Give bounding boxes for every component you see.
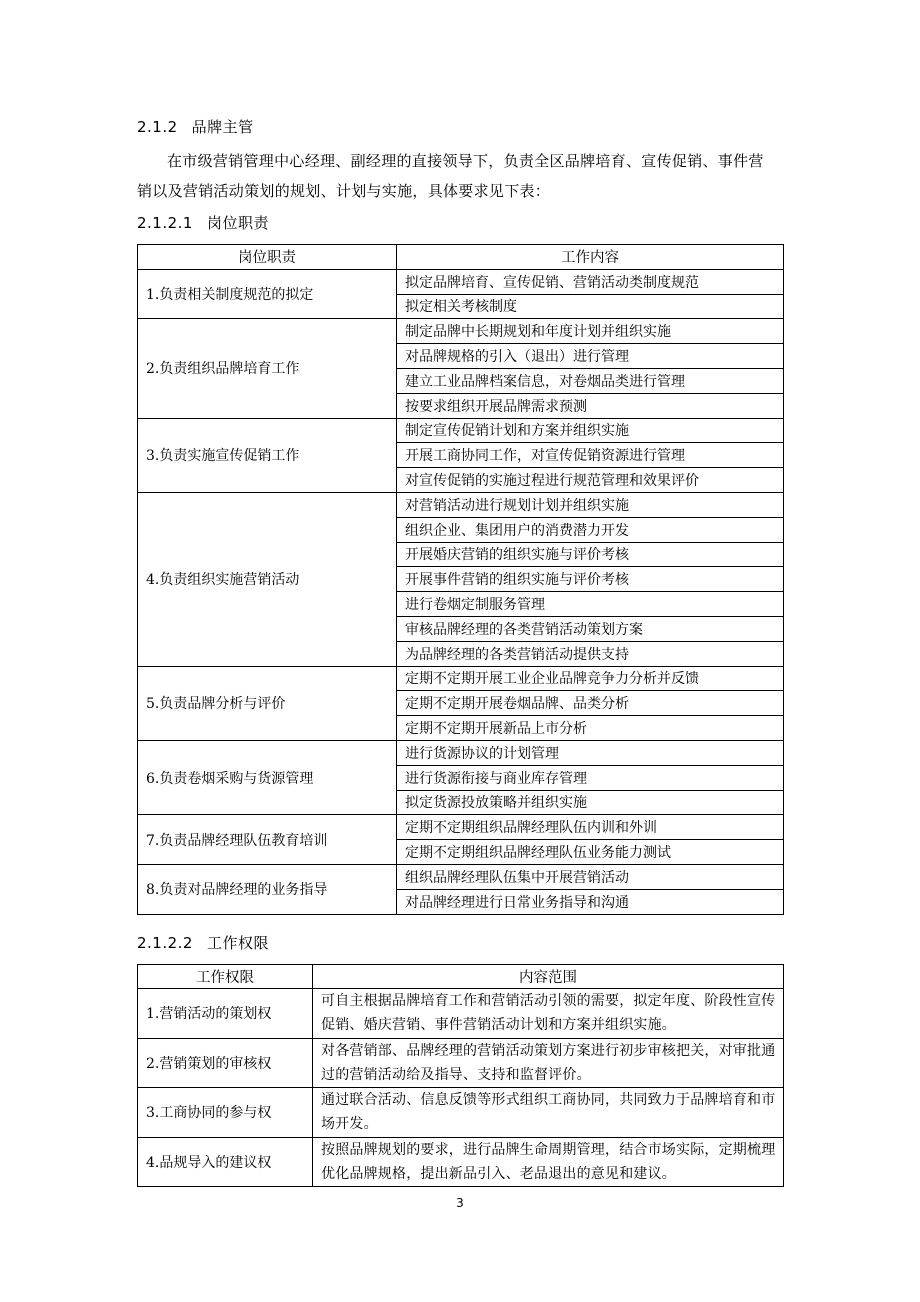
section-number: 2.1.2 [137, 118, 178, 136]
intro-paragraph: 在市级营销管理中心经理、副经理的直接领导下，负责全区品牌培育、宣传促销、事件营销以及营销活动策划的规划、计划与实施，具体要求见下表： [137, 152, 764, 200]
table-row [138, 1088, 784, 1138]
duties-title: 岗位职责 [206, 214, 269, 232]
table-row [138, 418, 784, 443]
duty-item-cell: 拟定相关考核制度 [397, 294, 784, 319]
duty-item-cell: 制定品牌中长期规划和年度计划并组织实施 [397, 319, 784, 344]
duty-item-cell: 开展工商协同工作，对宣传促销资源进行管理 [397, 443, 784, 468]
table-row [138, 1038, 784, 1088]
duties-header-cell: 工作内容 [397, 245, 784, 270]
authority-content-cell: 对各营销部、品牌经理的营销活动策划方案进行初步审核把关，对审批通过的营销活动给及指导、支持和监督评价。 [313, 1038, 784, 1088]
page-number: 3 [456, 1196, 464, 1210]
duties-header-cell: 岗位职责 [138, 245, 397, 270]
duty-cell: 2.负责组织品牌培育工作 [138, 319, 397, 418]
duty-cell: 7.负责品牌经理队伍教育培训 [138, 815, 397, 865]
table-row [138, 269, 784, 294]
duty-item-cell: 按要求组织开展品牌需求预测 [397, 393, 784, 418]
duty-cell: 8.负责对品牌经理的业务指导 [138, 864, 397, 914]
duties-table [137, 244, 784, 915]
duty-item-cell: 建立工业品牌档案信息，对卷烟品类进行管理 [397, 368, 784, 393]
duty-cell: 5.负责品牌分析与评价 [138, 666, 397, 740]
table-row [138, 740, 784, 765]
authority-table [137, 964, 784, 1187]
duty-cell: 4.负责组织实施营销活动 [138, 492, 397, 666]
authority-name-cell: 1.营销活动的策划权 [138, 989, 313, 1039]
authority-name-cell: 4.品规导入的建议权 [138, 1137, 313, 1187]
duty-item-cell: 制定宣传促销计划和方案并组织实施 [397, 418, 784, 443]
duty-item-cell: 定期不定期开展卷烟品牌、品类分析 [397, 691, 784, 716]
duty-item-cell: 对营销活动进行规划计划并组织实施 [397, 492, 784, 517]
duty-item-cell: 开展婚庆营销的组织实施与评价考核 [397, 542, 784, 567]
duty-item-cell: 定期不定期开展工业企业品牌竞争力分析并反馈 [397, 666, 784, 691]
duty-item-cell: 对宣传促销的实施过程进行规范管理和效果评价 [397, 468, 784, 493]
duty-item-cell: 为品牌经理的各类营销活动提供支持 [397, 641, 784, 666]
duties-heading [137, 212, 269, 233]
duty-cell: 1.负责相关制度规范的拟定 [138, 269, 397, 319]
table-row [138, 666, 784, 691]
table-row [138, 815, 784, 840]
duties-header-row [138, 245, 784, 270]
authority-name-cell: 3.工商协同的参与权 [138, 1088, 313, 1138]
duty-item-cell: 拟定货源投放策略并组织实施 [397, 790, 784, 815]
duty-cell: 3.负责实施宣传促销工作 [138, 418, 397, 492]
duty-item-cell: 审核品牌经理的各类营销活动策划方案 [397, 616, 784, 641]
authority-number: 2.1.2.2 [137, 934, 193, 952]
table-row [138, 1137, 784, 1187]
authority-heading [137, 932, 269, 953]
authority-name-cell: 2.营销策划的审核权 [138, 1038, 313, 1088]
duty-item-cell: 定期不定期组织品牌经理队伍内训和外训 [397, 815, 784, 840]
authority-content-cell: 通过联合活动、信息反馈等形式组织工商协同，共同致力于品牌培育和市场开发。 [313, 1088, 784, 1138]
duty-item-cell: 组织品牌经理队伍集中开展营销活动 [397, 864, 784, 889]
authority-header-cell: 工作权限 [138, 965, 313, 989]
section-heading [137, 116, 254, 137]
table-row [138, 492, 784, 517]
authority-content-cell: 可自主根据品牌培育工作和营销活动引领的需要，拟定年度、阶段性宣传促销、婚庆营销、事件营销活动计划和方案并组织实施。 [313, 989, 784, 1039]
duty-item-cell: 拟定品牌培育、宣传促销、营销活动类制度规范 [397, 269, 784, 294]
duty-item-cell: 开展事件营销的组织实施与评价考核 [397, 567, 784, 592]
authority-title: 工作权限 [206, 934, 269, 952]
duty-item-cell: 进行卷烟定制服务管理 [397, 592, 784, 617]
authority-content-cell: 按照品牌规划的要求，进行品牌生命周期管理，结合市场实际，定期梳理优化品牌规格，提出新品引入、老品退出的意见和建议。 [313, 1137, 784, 1187]
duty-item-cell: 定期不定期组织品牌经理队伍业务能力测试 [397, 840, 784, 865]
table-row [138, 319, 784, 344]
duty-cell: 6.负责卷烟采购与货源管理 [138, 740, 397, 814]
duty-item-cell: 组织企业、集团用户的消费潜力开发 [397, 517, 784, 542]
duties-number: 2.1.2.1 [137, 214, 193, 232]
duty-item-cell: 进行货源协议的计划管理 [397, 740, 784, 765]
table-row [138, 989, 784, 1039]
table-row [138, 864, 784, 889]
section-title: 品牌主管 [191, 118, 254, 136]
duty-item-cell: 对品牌规格的引入（退出）进行管理 [397, 344, 784, 369]
duty-item-cell: 定期不定期开展新品上市分析 [397, 716, 784, 741]
authority-header-row [138, 965, 784, 989]
duty-item-cell: 对品牌经理进行日常业务指导和沟通 [397, 889, 784, 914]
authority-header-cell: 内容范围 [313, 965, 784, 989]
duty-item-cell: 进行货源衔接与商业库存管理 [397, 765, 784, 790]
